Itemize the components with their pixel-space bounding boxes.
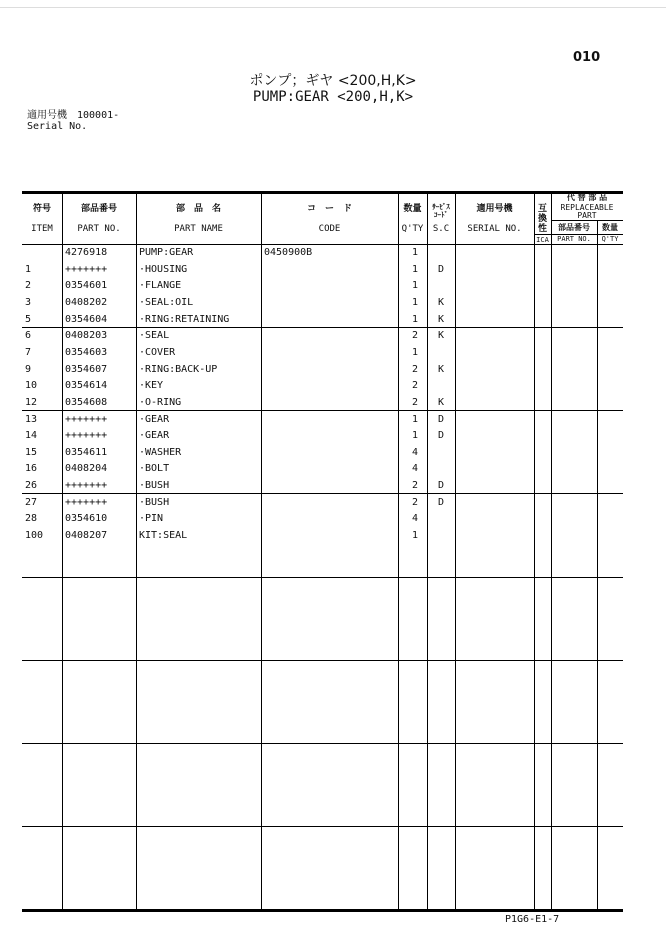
header-repl-en-2: PART	[577, 211, 597, 220]
cell-name: ·RING:BACK-UP	[139, 363, 218, 375]
header-item-jp: 符号	[32, 204, 51, 214]
header-serial-en: SERIAL NO.	[467, 224, 522, 234]
col-divider	[261, 193, 262, 910]
cell-item: 5	[25, 313, 32, 325]
cell-qty: 1	[411, 413, 418, 425]
cell-item: 10	[25, 380, 38, 392]
cell-part-no: 0354610	[65, 513, 108, 525]
cell-part-no: 0354603	[65, 346, 108, 358]
cell-sc: K	[437, 296, 445, 308]
cell-qty: 1	[411, 263, 418, 275]
cell-name: KIT:SEAL	[139, 530, 188, 542]
header-partname-en: PART NAME	[174, 224, 223, 234]
cell-item: 16	[25, 463, 38, 475]
cell-part-no: +++++++	[65, 496, 108, 508]
cell-name: ·HOUSING	[139, 263, 188, 275]
header-ica-en: ICA	[536, 236, 549, 244]
cell-name: ·RING:RETAINING	[139, 313, 230, 325]
header-repl-qty-en: Q'TY	[601, 235, 619, 243]
cell-qty: 1	[411, 313, 418, 325]
cell-name: ·COVER	[139, 346, 176, 358]
cell-item: 15	[25, 446, 38, 458]
cell-name: ·PIN	[139, 513, 164, 525]
cell-qty: 2	[411, 480, 418, 492]
header-sc-en: S.C	[432, 224, 450, 234]
col-divider	[455, 193, 456, 910]
header-partno-jp: 部品番号	[80, 204, 117, 214]
cell-item: 28	[25, 513, 38, 525]
header-code-jp: コ ー ド	[306, 204, 352, 214]
header-repl-qty-jp: 数量	[602, 223, 618, 232]
cell-name: ·WASHER	[139, 446, 182, 458]
cell-part-no: 0354607	[65, 363, 108, 375]
title-english: PUMP:GEAR <200,H,K>	[252, 89, 414, 105]
header-ica-jp-1: 互	[537, 204, 547, 214]
group-divider	[22, 577, 623, 578]
cell-part-no: +++++++	[65, 413, 108, 425]
header-repl-partno-en: PART NO.	[557, 235, 591, 243]
cell-qty: 2	[411, 396, 418, 408]
group-divider	[22, 660, 623, 661]
footer-code: P1G6-E1-7	[505, 914, 560, 925]
header-partno-en: PART NO.	[77, 224, 121, 234]
cell-code: 0450900B	[264, 247, 313, 258]
cell-item: 26	[25, 480, 38, 492]
cell-item: 6	[25, 330, 32, 342]
cell-sc: D	[437, 430, 445, 442]
cell-item: 7	[25, 346, 32, 358]
header-qty-jp: 数量	[403, 204, 422, 214]
header-partname-jp: 部 品 名	[175, 204, 221, 214]
cell-part-no: 0354611	[65, 446, 108, 458]
cell-item: 27	[25, 496, 38, 508]
cell-qty: 4	[411, 446, 418, 458]
cell-name: ·O-RING	[139, 396, 182, 408]
cell-item: 2	[25, 280, 32, 292]
cell-name: ·SEAL:OIL	[139, 296, 194, 308]
cell-qty: 2	[411, 380, 418, 392]
header-ica-jp-3: 性	[537, 224, 547, 234]
header-code-en: CODE	[318, 224, 341, 234]
table-bottom-border	[22, 909, 623, 912]
cell-part-no: +++++++	[65, 430, 108, 442]
serial-label-jp: 適用号機	[27, 110, 67, 121]
cell-sc: K	[437, 396, 445, 408]
cell-name: ·KEY	[139, 380, 164, 392]
title-japanese: ポンプ；ギヤ <200,H,K>	[249, 73, 417, 89]
cell-part-no: 0354601	[65, 280, 108, 292]
cell-item: 100	[25, 530, 44, 542]
cell-qty: 1	[411, 530, 418, 542]
cell-name: ·FLANGE	[139, 280, 182, 292]
cell-item: 13	[25, 413, 38, 425]
cell-part-no: +++++++	[65, 480, 108, 492]
col-divider	[136, 193, 137, 910]
header-item-en: ITEM	[31, 224, 53, 234]
header-ica-jp-2: 換	[537, 214, 547, 224]
cell-qty: 1	[411, 346, 418, 358]
cell-sc: D	[437, 263, 445, 275]
cell-part-no: 4276918	[65, 247, 108, 258]
cell-name: PUMP:GEAR	[139, 247, 194, 258]
cell-name: ·GEAR	[139, 413, 170, 425]
cell-qty: 1	[411, 296, 418, 308]
header-repl-partno-jp: 部品番号	[558, 223, 590, 232]
group-divider	[22, 743, 623, 744]
cell-item: 1	[25, 263, 32, 275]
col-divider	[62, 193, 63, 910]
cell-part-no: 0408203	[65, 330, 108, 342]
cell-qty: 1	[411, 430, 418, 442]
cell-qty: 1	[411, 247, 418, 258]
cell-part-no: 0408204	[65, 463, 108, 475]
top-rule	[0, 7, 666, 8]
cell-part-no: 0408207	[65, 530, 108, 542]
cell-part-no: 0354604	[65, 313, 108, 325]
replaceable-header-divider	[551, 220, 623, 221]
cell-name: ·BUSH	[139, 496, 170, 508]
cell-name: ·GEAR	[139, 430, 170, 442]
cell-part-no: +++++++	[65, 263, 108, 275]
header-repl-jp: 代 替 部 品	[566, 193, 608, 202]
header-sc-jp-1: ｻｰﾋﾞｽ	[432, 203, 450, 211]
col-divider	[597, 221, 598, 910]
header-sc-jp-2: ｺｰﾄﾞ	[434, 211, 448, 219]
serial-value: 100001-	[77, 110, 120, 121]
cell-qty: 1	[411, 280, 418, 292]
cell-qty: 2	[411, 330, 418, 342]
cell-name: ·SEAL	[139, 330, 170, 342]
cell-part-no: 0354608	[65, 396, 108, 408]
cell-sc: K	[437, 363, 445, 375]
cell-item: 3	[25, 296, 32, 308]
cell-item: 9	[25, 363, 32, 375]
cell-qty: 2	[411, 363, 418, 375]
header-repl-en-1: REPLACEABLE	[560, 203, 614, 212]
cell-sc: K	[437, 313, 445, 325]
col-divider	[551, 193, 552, 910]
serial-block	[27, 110, 119, 132]
cell-sc: D	[437, 413, 445, 425]
cell-part-no: 0408202	[65, 296, 108, 308]
table-top-border	[22, 191, 623, 194]
cell-item: 14	[25, 430, 38, 442]
group-divider	[22, 826, 623, 827]
cell-name: ·BOLT	[139, 463, 170, 475]
cell-qty: 2	[411, 496, 418, 508]
col-divider	[534, 193, 535, 910]
cell-part-no: 0354614	[65, 380, 108, 392]
cell-name: ·BUSH	[139, 480, 170, 492]
ica-header-divider	[534, 234, 552, 235]
page-number: 010	[573, 50, 601, 65]
serial-label-en: Serial No.	[27, 121, 88, 132]
cell-sc: D	[437, 480, 445, 492]
header-qty-en: Q'TY	[401, 224, 424, 234]
cell-qty: 4	[411, 513, 418, 525]
cell-item: 12	[25, 396, 38, 408]
cell-sc: D	[437, 496, 445, 508]
header-serial-jp: 適用号機	[476, 204, 513, 214]
cell-sc: K	[437, 330, 445, 342]
cell-qty: 4	[411, 463, 418, 475]
